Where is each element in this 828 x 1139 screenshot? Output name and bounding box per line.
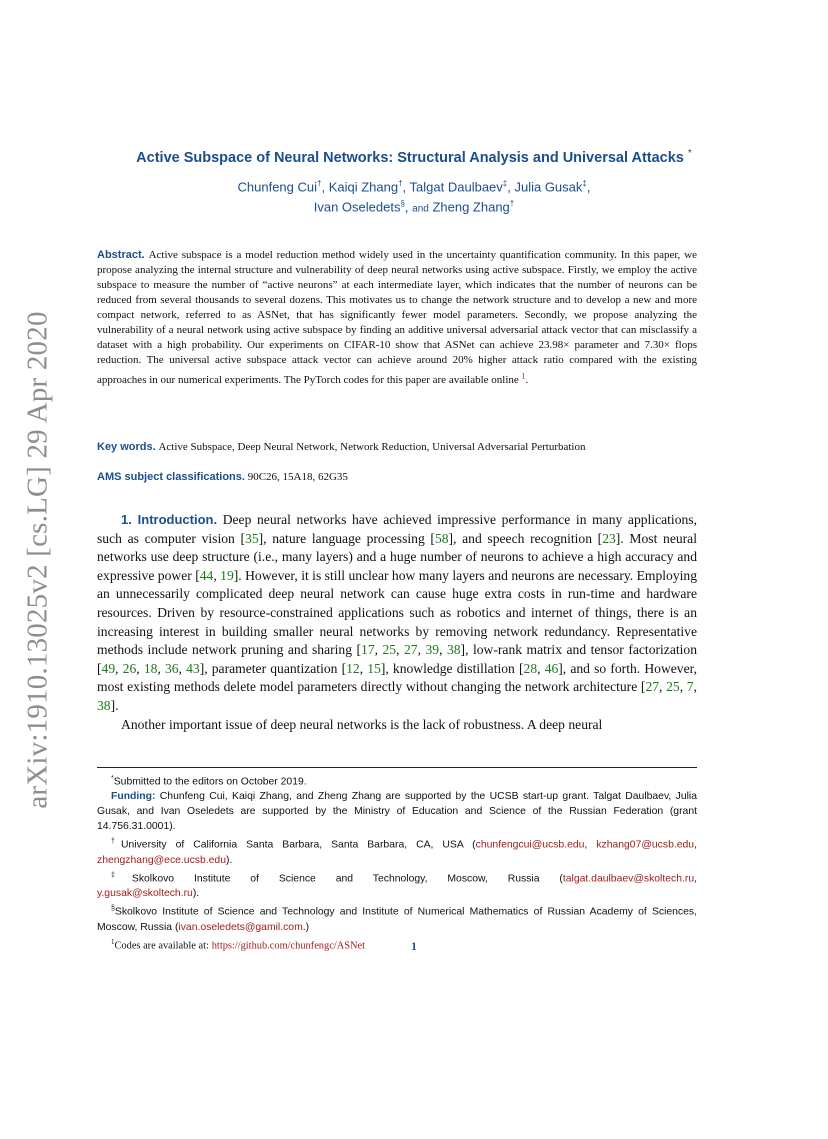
footnote-skoltech-cont [97, 886, 697, 901]
affiliation-mark[interactable]: § [400, 199, 405, 208]
citation-link[interactable]: 26 [122, 660, 137, 676]
citation-link[interactable]: 39 [425, 642, 440, 658]
funding-text: Chunfeng Cui, Kaiqi Zhang, and Zheng Zhang are supported by the UCSB start-up grant. Talgat Daulbaev, Julia Gusak, and Ivan Oseledets are supported by the Ministry of Education and Science of the Russian Federation (grant 14.756.31.0001). [97, 791, 697, 833]
title-footnote-mark[interactable]: * [687, 148, 692, 159]
email-link[interactable]: kzhang07@ucsb.edu [596, 839, 695, 851]
abstract-label: Abstract. [97, 249, 145, 261]
citation-link[interactable]: 18 [143, 660, 158, 676]
affiliation-end: ). [192, 888, 200, 900]
affiliation-word: and [335, 873, 354, 885]
citation-link[interactable]: 17 [361, 642, 375, 658]
footnote-submitted [97, 771, 697, 789]
footnote-mark: § [111, 905, 115, 913]
citation-link[interactable]: 58 [434, 530, 449, 546]
ams-classifications [97, 471, 697, 483]
citation-link[interactable]: 43 [186, 660, 200, 676]
abstract-end: . [525, 373, 529, 386]
intro-paragraph-1-text: Deep neural networks have achieved impressive performance in many applications, such as computer vision [35], nature language processing [58], and speech recognition [23]. Most neural networks use deep structure (i.e., many layers) and a huge number of neurons to achieve a high accuracy and expressive power [44, 19]. However, it is still unclear how many layers and neurons are necessary. Employing an unnecessarily complicated deep neural network can cause huge extra costs in run-time and hardware resources. Driven by resource-constrained applications such as robotics and internet of things, there is an increasing interest in building smaller neural networks by removing network redundancy. Representative methods include network pruning and sharing [17, 25, 27, 39, 38], low-rank matrix and tensor factorization [49, 26, 18, 36, 43], parameter quantization [12, 15], knowledge distillation [28, 46], and so forth. However, most existing methods delete model parameters directly without changing the network architecture [27, 25, 7, 38]. [97, 512, 698, 713]
email-link[interactable]: chunfengcui@ucsb.edu [475, 839, 585, 851]
footnote-skoltech: ‡Skolkovo Institute of Science and Technology, Moscow, Russia (talgat.daulbaev@skoltech.ru, [111, 871, 698, 885]
author-line-1: Chunfeng Cui†, Kaiqi Zhang†, Talgat Daulbaev‡, Julia Gusak‡, [237, 179, 591, 195]
author-line-2: Ivan Oseledets§, and Zheng Zhang† [313, 199, 515, 215]
paper-title [60, 148, 768, 166]
footnote-text: Submitted to the editors on October 2019. [113, 776, 307, 788]
email-link[interactable]: talgat.daulbaev@skoltech.ru [562, 873, 695, 885]
citation-link[interactable]: 27 [403, 642, 418, 658]
footnote-inm [97, 901, 697, 934]
abstract-body: Active subspace is a model reduction method widely used in the uncertainty quantification community. In this paper, we propose analyzing the internal structure and vulnerability of deep neural networks using active subspace. Firstly, we employ the active subspace to measure the number of “active neurons” at each intermediate layer, which indicates that the number of neurons can be reduced from several thousands to several dozens. This motivates us to change the network structure and to develop a new and more compact network, referred to as ASNet, that has significantly fewer model parameters. Secondly, we propose analyzing the vulnerability of a neural network using active subspace by finding an additive universal adversarial attack vector that can misclassify a dataset with a high probability. Our experiments on CIFAR-10 show that ASNet can achieve 23.98× parameter and 7.30× flops reduction. The universal active subspace attack vector can achieve around 20% higher attack ratio compared with the existing approaches in our numerical experiments. The PyTorch codes for this paper are available online [97, 249, 697, 386]
affiliation-text: Skolkovo Institute of Science and Technology and Institute of Numerical Mathematics of Russian Academy of Sciences, Moscow, Russia ( [97, 906, 697, 933]
keywords [97, 441, 697, 453]
affiliation-end: ). [225, 854, 233, 866]
footnote-funding [97, 789, 697, 834]
citation-link[interactable]: 19 [220, 567, 234, 583]
email-link[interactable]: ivan.oseledets@gamil.com [178, 921, 303, 933]
affiliation-word: Moscow, [447, 873, 488, 885]
affiliation-mark[interactable]: ‡ [582, 179, 587, 188]
citation-link[interactable]: 38 [97, 697, 111, 713]
arxiv-identifier[interactable]: arXiv:1910.13025v2 [cs.LG] 29 Apr 2020 [21, 311, 54, 809]
keywords-label: Key words. [97, 441, 156, 453]
footnote-rule [97, 767, 697, 768]
affiliation-word: Technology, [372, 873, 428, 885]
citation-link[interactable]: 27 [645, 679, 660, 695]
affiliation-word: Science [278, 873, 316, 885]
affiliation-word: Institute [193, 873, 231, 885]
code-text: Codes are available at: [114, 940, 209, 952]
footnote-mark: * [111, 775, 114, 782]
abstract-text [97, 249, 697, 386]
citation-link[interactable]: 49 [101, 660, 116, 676]
citation-link[interactable]: 12 [346, 660, 360, 676]
affiliation-text: University of California Santa Barbara, Santa Barbara, CA, USA ( [121, 839, 476, 851]
affiliation-word: Russia [507, 873, 540, 885]
abstract [97, 248, 697, 388]
section-heading: 1. Introduction. [121, 512, 218, 527]
citation-link[interactable]: 35 [245, 530, 259, 546]
page-number: 1 [411, 941, 417, 953]
author-name: Julia Gusak [514, 179, 583, 195]
citation-link[interactable]: 36 [164, 660, 179, 676]
author-name: Talgat Daulbaev [409, 179, 503, 195]
author-name: Chunfeng Cui [237, 179, 318, 195]
funding-label: Funding: [111, 791, 156, 803]
keywords-text: Active Subspace, Deep Neural Network, Network Reduction, Universal Adversarial Perturbation [158, 441, 586, 453]
and-word: and [412, 203, 429, 215]
footnotes [97, 771, 697, 953]
affiliation-word: Skolkovo [131, 873, 175, 885]
ams-label: AMS subject classifications. [97, 471, 245, 483]
ams-text: 90C26, 15A18, 62G35 [247, 471, 348, 483]
author-name: Ivan Oseledets [313, 199, 401, 215]
introduction-section [97, 511, 697, 734]
affiliation-word: ( [559, 873, 563, 885]
code-url-link[interactable]: https://github.com/chunfengc/ASNet [211, 940, 365, 952]
arxiv-sidebar [0, 0, 60, 1139]
footnote-mark: † [111, 838, 121, 846]
citation-link[interactable]: 25 [666, 679, 680, 695]
affiliation-mark[interactable]: † [317, 179, 322, 188]
citation-link[interactable]: 38 [446, 642, 461, 658]
footnote-ucsb: †University of California Santa Barbara, Santa Barbara, CA, USA (chunfengcui@ucsb.edu, kzhang07@ucsb.edu, zhengzhang@ece.ucsb.edu). [97, 838, 697, 866]
citation-link[interactable]: 15 [367, 660, 381, 676]
title-text: Active Subspace of Neural Networks: Structural Analysis and Universal Attacks [136, 149, 684, 166]
intro-paragraph-1 [97, 511, 697, 716]
citation-link[interactable]: 7 [686, 679, 694, 695]
author-name: Kaiqi Zhang [328, 179, 399, 195]
email-link[interactable]: zhengzhang@ece.ucsb.edu [97, 854, 226, 866]
citation-link[interactable]: 28 [523, 660, 538, 676]
affiliation-mark[interactable]: ‡ [502, 179, 508, 188]
abstract-footnote-mark[interactable]: 1 [521, 371, 526, 380]
affiliation-mark[interactable]: † [398, 179, 403, 188]
citation-link[interactable]: 46 [544, 660, 559, 676]
affiliation-mark[interactable]: † [509, 199, 515, 208]
citation-link[interactable]: 44 [199, 567, 214, 583]
footnote-mark: 1 [111, 937, 115, 946]
author-name: Zheng Zhang [432, 199, 510, 215]
affiliation-word: of [250, 873, 259, 885]
citation-link[interactable]: 23 [602, 530, 616, 546]
intro-paragraph-2: Another important issue of deep neural networks is the lack of robustness. A deep neural [121, 716, 603, 732]
affiliation-end: .) [302, 921, 310, 933]
email-link[interactable]: y.gusak@skoltech.ru [97, 888, 193, 900]
footnote-mark: ‡ [111, 871, 132, 879]
citation-link[interactable]: 25 [382, 642, 397, 658]
